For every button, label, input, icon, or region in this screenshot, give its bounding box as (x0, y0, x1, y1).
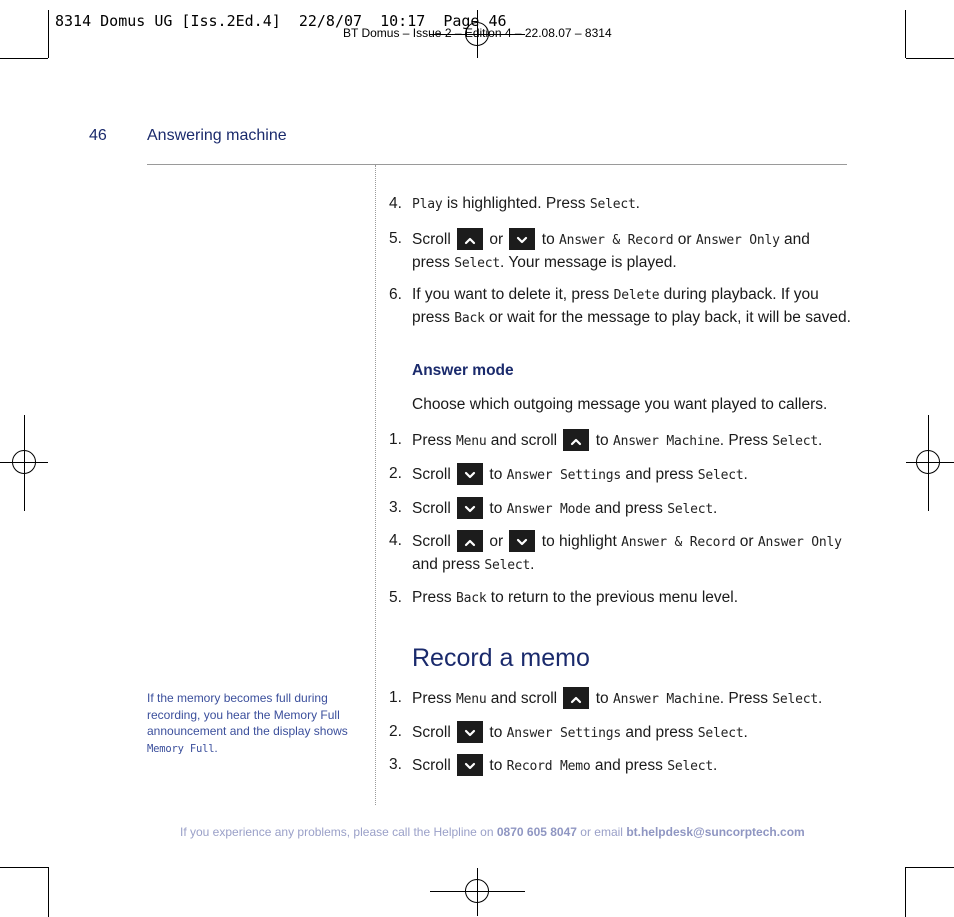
step-text-run: or wait for the message to play back, it will be saved. (484, 309, 851, 326)
step-text-run: to return to the previous menu level. (486, 589, 739, 606)
step-number: 1. (389, 689, 402, 706)
crop-mark (48, 867, 49, 917)
step-text-run: . Press (719, 690, 773, 707)
display-text: Answer Mode (506, 502, 591, 517)
step-text-run: Scroll (412, 231, 456, 248)
step-number: 4. (389, 195, 402, 212)
step-text-run: and scroll (486, 690, 562, 707)
print-slug-secondary: BT Domus – Issue 2 – Edition 4 – 22.08.07 – 8314 (343, 26, 612, 40)
note-end: . (214, 740, 218, 755)
step-text-run: . Press (719, 432, 773, 449)
display-text: Select (667, 759, 713, 774)
scroll-down-key-icon (457, 497, 483, 519)
step-number: 3. (389, 499, 402, 516)
memory-full-note (147, 690, 362, 757)
crop-mark (905, 10, 906, 58)
step-text (412, 687, 852, 711)
column-divider (375, 165, 377, 805)
scroll-down-key-icon (509, 530, 535, 552)
display-text: Menu (455, 434, 487, 449)
step-text-run: Scroll (412, 533, 456, 550)
step-text-run: Press (412, 690, 456, 707)
display-text: Answer & Record (621, 535, 736, 550)
crop-mark (906, 867, 954, 868)
registration-mark (12, 450, 36, 474)
scroll-down-key-icon (457, 463, 483, 485)
step-text-run: during playback. If you press (412, 286, 819, 326)
scroll-up-key-icon (563, 687, 589, 709)
step-text-run: . (818, 432, 823, 449)
display-text: Answer Settings (506, 726, 622, 741)
display-text: Select (454, 256, 500, 271)
step-text-run: to (591, 690, 613, 707)
step-number: 5. (389, 589, 402, 606)
step-text-run: to (537, 231, 560, 248)
step-text-run: . (818, 690, 823, 707)
display-text: Back (455, 591, 487, 606)
crop-mark (0, 867, 48, 868)
step-text (412, 754, 852, 778)
step-text-run: to (485, 500, 507, 517)
display-text: Select (589, 197, 636, 212)
scroll-up-key-icon (457, 228, 483, 250)
helpline-footer (180, 825, 805, 839)
step-text-run: Scroll (412, 500, 456, 517)
step-text-run: and press (412, 231, 810, 271)
display-text: Answer Only (757, 535, 842, 550)
crop-mark (48, 10, 49, 58)
step-number: 4. (389, 532, 402, 549)
registration-mark (916, 450, 940, 474)
step-text-run: or (673, 231, 696, 248)
step-text (412, 530, 852, 577)
step-text-run: or (485, 533, 508, 550)
step-text (412, 497, 852, 521)
step-text-run: . (635, 195, 640, 212)
footer-middle: or email (576, 825, 627, 839)
footer-prefix: If you experience any problems, please call the Helpline on (180, 825, 497, 839)
display-text: Select (772, 692, 819, 707)
display-text: Select (697, 468, 744, 483)
page-number: 46 (89, 127, 107, 144)
display-text: Play (412, 197, 443, 212)
display-text: Select (772, 434, 819, 449)
step-text-run: and press (590, 757, 668, 774)
display-text: Answer Machine (612, 692, 720, 707)
step-text-run: and press (621, 724, 698, 741)
step-text-run: to (485, 724, 507, 741)
scroll-down-key-icon (509, 228, 535, 250)
display-text: Delete (613, 288, 660, 303)
step-text-run: to (485, 757, 507, 774)
display-text: Answer Only (695, 233, 780, 248)
step-text-run: . (743, 466, 748, 483)
step-text-run: and scroll (486, 432, 562, 449)
step-text (412, 587, 852, 610)
note-text: If the memory becomes full during recording, you hear the Memory Full announcement and the display shows (147, 691, 348, 738)
step-text-run: Scroll (412, 466, 456, 483)
step-text-run: . (743, 724, 748, 741)
crop-mark (0, 58, 48, 59)
step-text-run: . (712, 500, 718, 517)
step-text-run: and press (621, 466, 698, 483)
step-text-run: . (712, 757, 718, 774)
step-text-run: or (485, 231, 508, 248)
step-text (412, 429, 852, 453)
step-text-run: and press (412, 556, 485, 573)
step-text-run: to (591, 432, 613, 449)
display-text: Record Memo (506, 759, 591, 774)
step-number: 2. (389, 723, 402, 740)
helpline-phone: 0870 605 8047 (496, 825, 577, 839)
step-text-run: is highlighted. Press (442, 195, 590, 212)
display-text: Menu (455, 692, 487, 707)
crop-mark (906, 58, 954, 59)
step-text (412, 228, 852, 275)
step-text-run: to (485, 466, 507, 483)
step-number: 1. (389, 431, 402, 448)
display-text: Select (667, 502, 713, 517)
display-text: Answer Settings (506, 468, 622, 483)
step-text-run: . (530, 556, 535, 573)
section-title: Answering machine (147, 127, 287, 144)
step-text-run: to highlight (537, 533, 622, 550)
step-text-run: or (735, 533, 758, 550)
display-text: Select (484, 558, 531, 573)
step-text (412, 284, 852, 330)
scroll-up-key-icon (457, 530, 483, 552)
step-text (412, 721, 852, 745)
step-number: 3. (389, 756, 402, 773)
note-display-text: Memory Full (147, 742, 215, 755)
helpdesk-email: bt.helpdesk@suncorptech.com (626, 825, 805, 839)
crop-mark (905, 867, 906, 917)
step-text-run: If you want to delete it, press (412, 286, 614, 303)
print-slug: 8314 Domus UG [Iss.2Ed.4] 22/8/07 10:17 Page 46 (55, 12, 507, 30)
step-text-run: . Your message is played. (499, 254, 677, 271)
step-number: 6. (389, 286, 402, 303)
step-text (412, 463, 852, 487)
answer-mode-intro: Choose which outgoing message you want played to callers. (412, 396, 828, 413)
display-text: Answer & Record (559, 233, 674, 248)
display-text: Back (454, 311, 485, 326)
step-text-run: Press (412, 432, 456, 449)
display-text: Select (697, 726, 744, 741)
display-text: Answer Machine (612, 434, 720, 449)
step-text-run: Scroll (412, 724, 456, 741)
answer-mode-heading: Answer mode (412, 362, 514, 379)
scroll-down-key-icon (457, 754, 483, 776)
record-memo-title: Record a memo (412, 644, 590, 672)
scroll-up-key-icon (563, 429, 589, 451)
registration-mark (465, 879, 489, 903)
step-text-run: Scroll (412, 757, 456, 774)
step-number: 2. (389, 465, 402, 482)
step-text-run: and press (590, 500, 668, 517)
scroll-down-key-icon (457, 721, 483, 743)
step-text (412, 193, 852, 216)
header-rule (147, 164, 847, 165)
step-number: 5. (389, 230, 402, 247)
step-text-run: Press (412, 589, 456, 606)
